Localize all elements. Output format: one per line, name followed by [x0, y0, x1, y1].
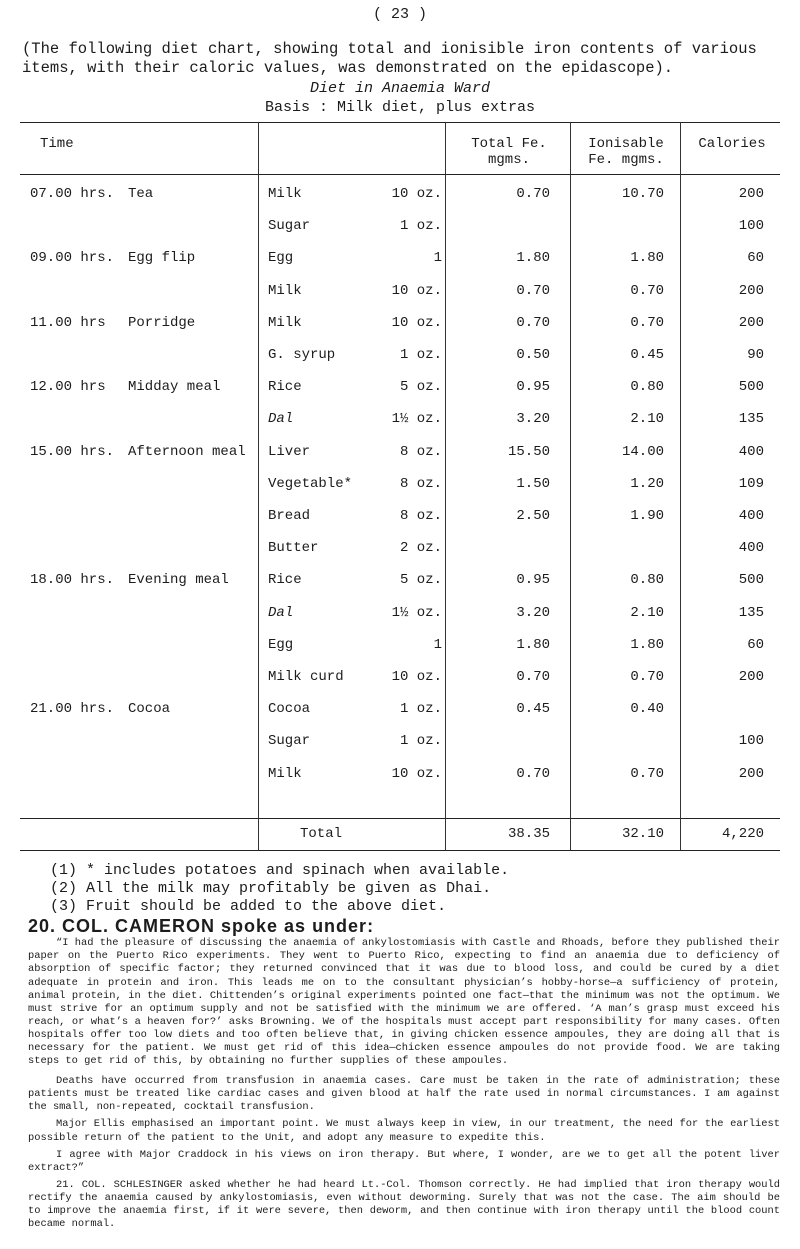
- cell-item: Rice: [268, 379, 302, 396]
- cell-calories: 100: [738, 218, 764, 235]
- section-20-paragraph-3: Major Ellis emphasised an important point. We must always keep in view, in our treatment, the need for the earliest possible return of the patient to the Unit, and adopt any measure to expedite this.: [28, 1118, 780, 1144]
- cell-ionisable-fe: 1.20: [630, 475, 664, 492]
- section-20-paragraph-4: I agree with Major Craddock in his views on iron therapy. But where, I wonder, are we to get all the potent liver extract?”: [28, 1148, 780, 1174]
- cell-item: Dal: [268, 411, 294, 428]
- cell-item: Sugar: [268, 733, 311, 750]
- column-divider: [680, 122, 681, 850]
- cell-ionisable-fe: 2.10: [630, 604, 664, 621]
- cell-calories: 500: [738, 572, 764, 589]
- cell-quantity: 10 oz.: [391, 765, 442, 782]
- header-time: Time: [40, 136, 74, 152]
- cell-meal: Afternoon meal: [128, 443, 246, 460]
- page-number: ( 23 ): [372, 6, 427, 23]
- total-fe-value: 38.35: [507, 826, 550, 842]
- diet-basis: Basis : Milk diet, plus extras: [264, 99, 536, 116]
- section-20-paragraph: “I had the pleasure of discussing the anaemia of ankylostomiasis with Castle and Rhoads, before they published their paper on the Puerto Rico experiments. They went to Puerto Rico, expecting to find an anaemia due to deficiency of absorption of specific factor; they returned convinced that it was due to blood loss, and could be cured by a diet adequate in protein and iron. This leads me on to the consultant physician’s hobby-horse—a sufficiency of protein, animal protein, in the diet. Chittenden’s original experiments pointed one fact—that the minimum was not the optimum. We must strive for an optimum supply and not be satisfied with the minimum we are offered. ‘A man’s grasp must exceed his reach, or what’s a heaven for?’ asks Browning. We of the hospitals must accept part responsibility for many cases. Often hospitals offer too low diets and too often believe that, in giving chicken essence ampoules, they are doing all that is necessary for the patient. We must get rid of this idea—chicken essence ampoules do not provide food. We are taking steps to get rid of this, by obtaining no further supplies of these ampoules.: [28, 937, 780, 1068]
- table-bottom-rule: [20, 850, 780, 851]
- table-header-rule: [20, 174, 780, 175]
- section-20: [28, 916, 780, 1073]
- cell-ionisable-fe: 0.80: [630, 572, 664, 589]
- cell-time: 07.00 hrs.: [30, 186, 115, 202]
- cell-total-fe: 0.95: [516, 572, 550, 589]
- cell-total-fe: 0.50: [516, 347, 550, 363]
- cell-quantity: 1½ oz.: [391, 411, 442, 428]
- cell-quantity: 8 oz.: [399, 443, 442, 460]
- cell-calories: 60: [747, 250, 764, 267]
- cell-ionisable-fe: 14.00: [621, 443, 664, 460]
- cell-total-fe: 0.70: [516, 186, 550, 202]
- cell-calories: 500: [738, 379, 764, 396]
- cell-time: 15.00 hrs.: [30, 443, 115, 460]
- cell-calories: 400: [738, 508, 764, 524]
- cell-ionisable-fe: 0.70: [630, 314, 664, 331]
- cell-quantity: 5 oz.: [399, 572, 442, 589]
- cell-total-fe: 0.95: [516, 379, 550, 396]
- cell-calories: 135: [738, 604, 764, 621]
- cell-quantity: 5 oz.: [399, 379, 442, 396]
- table-top-rule: [20, 122, 780, 123]
- cell-item: Egg: [268, 250, 294, 267]
- cell-time: 11.00 hrs: [30, 314, 106, 331]
- cell-ionisable-fe: 1.80: [630, 250, 664, 267]
- total-label: Total: [300, 826, 343, 842]
- intro-text: (The following diet chart, showing total and ionisible iron contents of various items, with their caloric values, was demonstrated on the epidascope).: [22, 40, 757, 77]
- cell-calories: 400: [738, 540, 764, 557]
- cell-quantity: 10 oz.: [391, 186, 442, 202]
- section-20-cont: [28, 1075, 780, 1236]
- cell-total-fe: 1.80: [516, 636, 550, 653]
- cell-total-fe: 0.70: [516, 669, 550, 685]
- table-notes: [50, 862, 509, 916]
- note-3: (3) Fruit should be added to the above diet.: [50, 898, 447, 915]
- total-ionisable-value: 32.10: [621, 826, 664, 842]
- cell-ionisable-fe: 10.70: [621, 186, 664, 202]
- cell-quantity: 10 oz.: [391, 314, 442, 331]
- cell-meal: Cocoa: [128, 701, 171, 718]
- cell-item: Bread: [268, 508, 311, 524]
- cell-item: Butter: [268, 540, 319, 557]
- cell-total-fe: 15.50: [507, 443, 550, 460]
- cell-calories: 90: [747, 347, 764, 363]
- cell-quantity: 10 oz.: [391, 669, 442, 685]
- cell-item: Dal: [268, 604, 294, 621]
- column-divider: [570, 122, 571, 850]
- cell-quantity: 1: [433, 250, 442, 267]
- column-divider: [445, 122, 446, 850]
- cell-total-fe: 0.70: [516, 765, 550, 782]
- cell-total-fe: 3.20: [516, 411, 550, 428]
- cell-quantity: 1 oz.: [399, 701, 442, 718]
- cell-total-fe: 3.20: [516, 604, 550, 621]
- total-calories-value: 4,220: [721, 826, 764, 842]
- cell-calories: 200: [738, 765, 764, 782]
- cell-item: G. syrup: [268, 347, 336, 363]
- cell-item: Egg: [268, 636, 294, 653]
- cell-quantity: 8 oz.: [399, 475, 442, 492]
- cell-total-fe: 0.70: [516, 314, 550, 331]
- cell-ionisable-fe: 0.70: [630, 669, 664, 685]
- section-20-paragraph-2: Deaths have occurred from transfusion in anaemia cases. Care must be taken in the rate of administration; these patients must be treated like cardiac cases and given blood at half the rate used in normal circumstances. I am against the small, non-repeated, cocktail transfusion.: [28, 1075, 780, 1114]
- cell-total-fe: 2.50: [516, 508, 550, 524]
- cell-item: Milk: [268, 186, 302, 202]
- cell-total-fe: 1.80: [516, 250, 550, 267]
- header-ionisable-fe: Ionisable Fe. mgms.: [588, 136, 664, 168]
- cell-ionisable-fe: 0.40: [630, 701, 664, 718]
- cell-meal: Egg flip: [128, 250, 196, 267]
- cell-ionisable-fe: 1.80: [630, 636, 664, 653]
- cell-item: Vegetable*: [268, 475, 353, 492]
- cell-time: 18.00 hrs.: [30, 572, 115, 589]
- cell-total-fe: 1.50: [516, 475, 550, 492]
- cell-meal: Tea: [128, 186, 154, 202]
- cell-quantity: 1 oz.: [399, 218, 442, 235]
- cell-time: 21.00 hrs.: [30, 701, 115, 718]
- header-calories: Calories: [698, 136, 766, 152]
- cell-item: Milk: [268, 282, 302, 299]
- cell-item: Rice: [268, 572, 302, 589]
- cell-total-fe: 0.70: [516, 282, 550, 299]
- note-2: (2) All the milk may profitably be given as Dhai.: [50, 880, 492, 897]
- header-total-fe: Total Fe. mgms.: [471, 136, 547, 168]
- cell-quantity: 1½ oz.: [391, 604, 442, 621]
- cell-calories: 400: [738, 443, 764, 460]
- cell-meal: Evening meal: [128, 572, 229, 589]
- cell-ionisable-fe: 0.45: [630, 347, 664, 363]
- cell-time: 09.00 hrs.: [30, 250, 115, 267]
- cell-quantity: 10 oz.: [391, 282, 442, 299]
- cell-ionisable-fe: 0.70: [630, 765, 664, 782]
- table-total-rule: [20, 818, 780, 819]
- cell-calories: 100: [738, 733, 764, 750]
- cell-meal: Midday meal: [128, 379, 221, 396]
- cell-calories: 60: [747, 636, 764, 653]
- cell-item: Cocoa: [268, 701, 311, 718]
- cell-item: Milk: [268, 765, 302, 782]
- diet-title: Diet in Anaemia Ward: [309, 80, 491, 97]
- cell-calories: 135: [738, 411, 764, 428]
- cell-quantity: 1 oz.: [399, 347, 442, 363]
- section-20-heading: 20. COL. CAMERON spoke as under:: [28, 916, 375, 936]
- cell-quantity: 1 oz.: [399, 733, 442, 750]
- cell-quantity: 1: [433, 636, 442, 653]
- cell-calories: 200: [738, 314, 764, 331]
- column-divider: [258, 122, 259, 850]
- cell-item: Liver: [268, 443, 311, 460]
- cell-calories: 200: [738, 282, 764, 299]
- cell-ionisable-fe: 0.70: [630, 282, 664, 299]
- cell-meal: Porridge: [128, 314, 196, 331]
- cell-calories: 200: [738, 186, 764, 202]
- note-1: (1) * includes potatoes and spinach when available.: [50, 862, 510, 879]
- cell-item: Milk: [268, 314, 302, 331]
- cell-ionisable-fe: 1.90: [630, 508, 664, 524]
- cell-calories: 109: [738, 475, 764, 492]
- cell-item: Milk curd: [268, 669, 344, 685]
- cell-time: 12.00 hrs: [30, 379, 106, 396]
- section-21-paragraph: 21. COL. SCHLESINGER asked whether he had heard Lt.-Col. Thomson correctly. He had implied that iron therapy would rectify the anaemia caused by ankylostomiasis, even without deworming. Surely that was not the case. The aim should be to improve the anaemia first, if it were severe, then deworm, and then continue with iron therapy until the blood count became normal.: [28, 1178, 780, 1231]
- cell-quantity: 8 oz.: [399, 508, 442, 524]
- cell-calories: 200: [738, 669, 764, 685]
- cell-ionisable-fe: 0.80: [630, 379, 664, 396]
- cell-ionisable-fe: 2.10: [630, 411, 664, 428]
- cell-total-fe: 0.45: [516, 701, 550, 718]
- cell-item: Sugar: [268, 218, 311, 235]
- cell-quantity: 2 oz.: [399, 540, 442, 557]
